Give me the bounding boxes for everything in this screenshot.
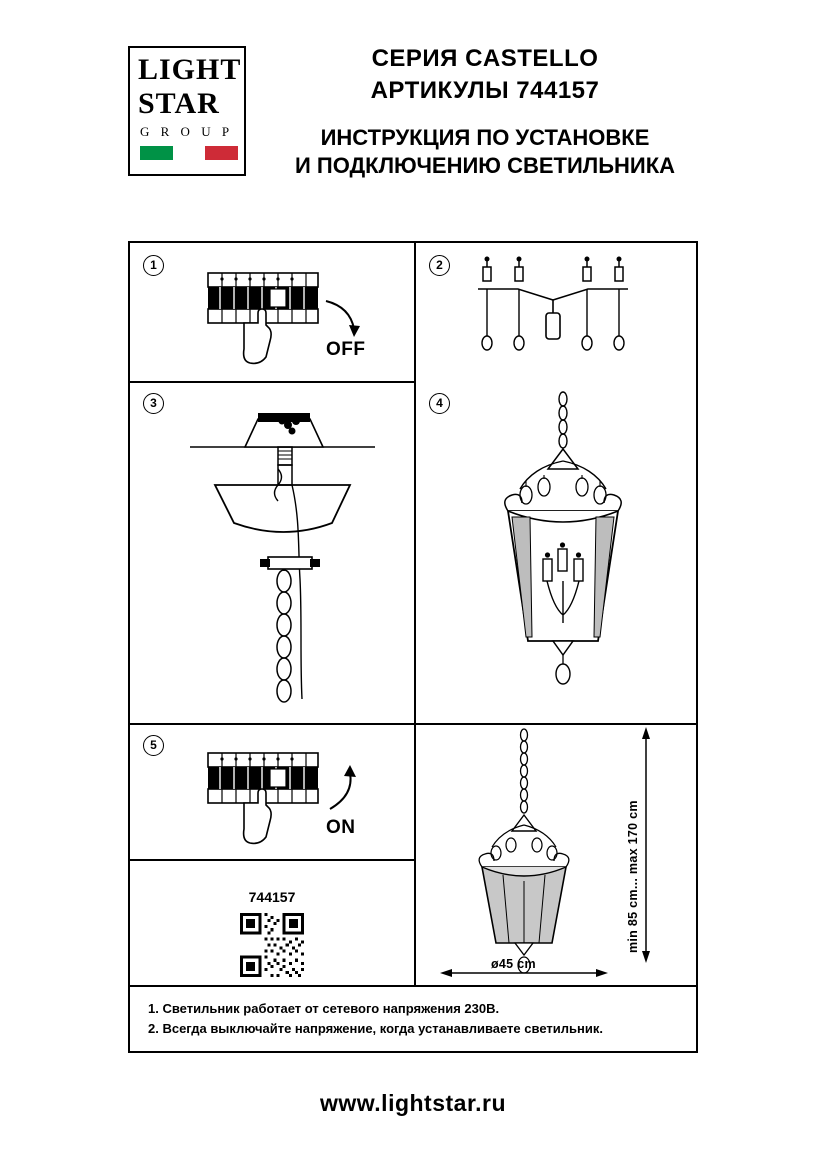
step-1-panel [130, 243, 414, 381]
dimension-height-label: min 85 cm... max 170 cm [626, 800, 640, 953]
breaker-off-illustration [178, 253, 408, 373]
logo-text-group: G R O U P [140, 124, 234, 139]
step-badge-5: 5 [143, 735, 164, 756]
step-1-label-off: OFF [326, 339, 366, 360]
step-5-panel [130, 725, 414, 859]
italian-flag-icon [140, 146, 238, 160]
step-badge-1: 1 [143, 255, 164, 276]
footer-website[interactable]: www.lightstar.ru [319, 1090, 507, 1116]
breaker-on-illustration [178, 733, 408, 853]
notes-section [130, 985, 696, 1039]
assembled-chandelier-illustration [448, 391, 678, 711]
step-badge-3: 3 [143, 393, 164, 414]
qr-code [240, 913, 304, 977]
note-line-1: 1. Светильник работает от сетевого напряжения 230В. [148, 1001, 500, 1016]
series-line: СЕРИЯ CASTELLO [371, 45, 599, 72]
step-3-panel [130, 383, 414, 723]
articles-line: АРТИКУЛЫ 744157 [370, 77, 600, 104]
step-5-label-on: ON [326, 817, 356, 838]
step-badge-4: 4 [429, 393, 450, 414]
step-badge-2: 2 [429, 255, 450, 276]
ceiling-mount-illustration [160, 389, 410, 709]
sku-number: 744157 [248, 889, 296, 905]
instruction-title-line2: И ПОДКЛЮЧЕНИЮ СВЕТИЛЬНИКА [294, 153, 676, 178]
dimension-drawing [416, 725, 692, 983]
dimensions-panel [416, 725, 696, 985]
page-header [0, 0, 826, 210]
logo-text-light: LIGHT [138, 53, 242, 86]
dimension-diameter-label: ø45 cm [491, 957, 536, 971]
instruction-grid [128, 241, 698, 1053]
logo-text-star: STAR [138, 87, 220, 120]
brand-logo [128, 46, 246, 176]
step-4-panel [416, 383, 696, 723]
step-2-panel [416, 243, 696, 381]
fixture-frame-illustration [458, 255, 648, 370]
instruction-title-line1: ИНСТРУКЦИЯ ПО УСТАНОВКЕ [320, 125, 650, 150]
header-titles [270, 44, 700, 180]
sku-panel [130, 861, 414, 985]
note-line-2: 2. Всегда выключайте напряжение, когда устанавливаете светильник. [148, 1021, 603, 1036]
